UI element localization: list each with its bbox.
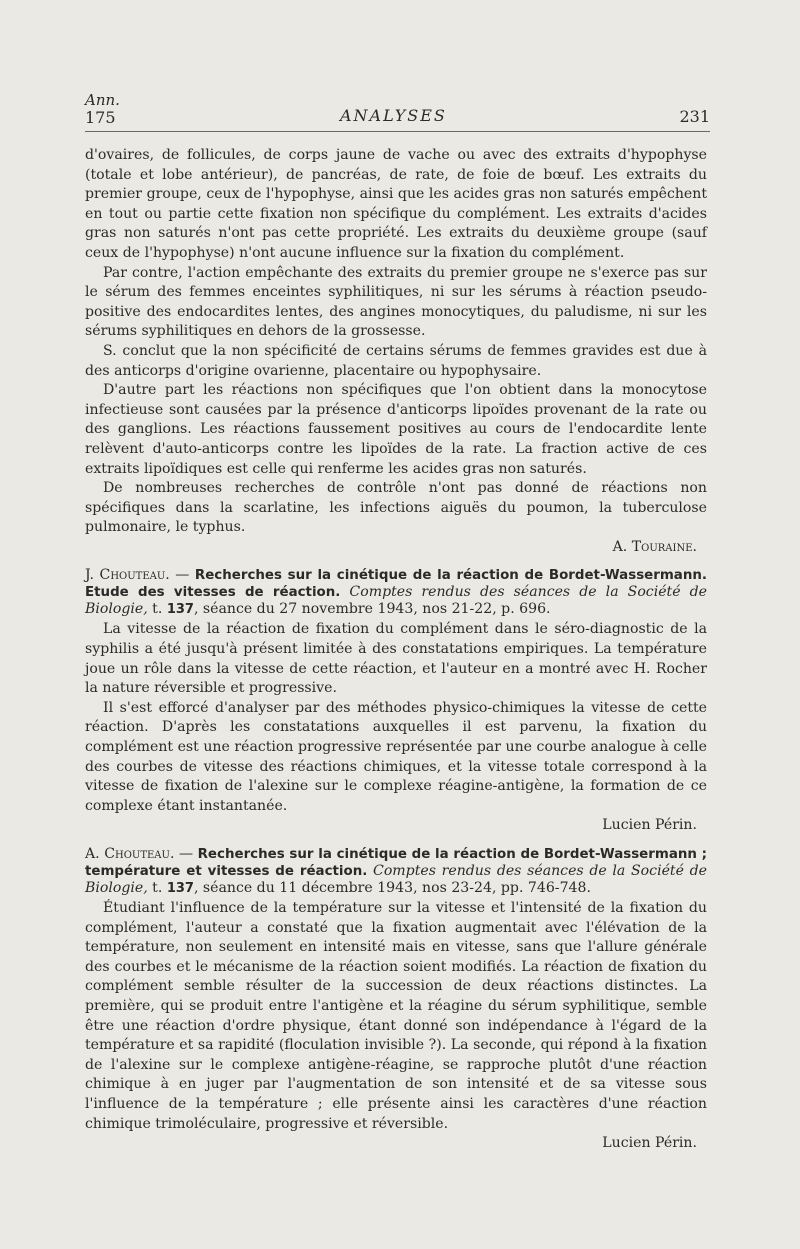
reference-details: , séance du 11 décembre 1943, nos 23-24, pp. 746-748. [193,880,591,896]
ann-number: 175 [85,108,116,127]
page-body [85,146,707,1154]
article-continued [85,146,707,557]
paragraph: Étudiant l'influence de la température sur la vitesse et l'intensité de la fixation du complément, l'auteur a constaté que la fixation augmentait avec l'élévation de la température, non seulement en intensité mais en vitesse, sans que l'allure générale des courbes et le mécanisme de la réaction soient modifiés. La réaction de fixation du complément semble résulter de la succession de deux réactions distinctes. La première, qui se produit entre l'antigène et la réagine du sérum syphilitique, semble être une réaction d'ordre physique, étant donné son indépendance à l'égard de la température et sa rapidité (floculation invisible ?). La seconde, qui répond à la fixation de l'alexine sur le complexe antigène-réagine, se rapproche plutôt d'une réaction chimique à en juger par l'augmentation de son intensité et de sa vitesse sous l'influence de la température ; elle présente ainsi les caractères d'une réaction chimique trimoléculaire, progressive et réversible. [85,900,707,1132]
page-number: 231 [679,107,710,126]
journal-name: Comptes rendus des séances de la Société de Biologie, [85,584,707,618]
article-review [85,846,707,1154]
article-title: Recherches sur la cinétique de la réaction de Bordet-Wassermann. Etude des vitesses de réaction. [85,568,707,601]
article-heading [85,567,707,618]
dash: — [169,567,195,584]
reference-prefix: t. [147,601,167,618]
reference-prefix: t. [147,880,167,896]
paragraph: Il s'est efforcé d'analyser par des méthodes physico-chimiques la vitesse de cette réaction. D'après les constatations auxquelles il est parvenu, la fixation du complément est une réaction progressive représentée par une courbe analogue à celle des courbes de vitesse des réactions chimiques, et la vitesse totale correspond à la vitesse de fixation de l'alexine sur le complexe réagine-antigène, la formation de ce complexe étant instantanée. [85,699,707,814]
header-rule [85,131,710,132]
paragraph: La vitesse de la réaction de fixation du complément dans le séro-diagnostic de la syphilis a été jusqu'à présent limitée à des constatations empiriques. La température joue un rôle dans la vitesse de cette réaction, et l'auteur en a montré avec H. Rocher la nature réversible et progressive. [85,621,707,697]
reference-details: , séance du 27 novembre 1943, nos 21-22, p. 696. [193,601,551,618]
section-title: ANALYSES [340,106,447,125]
volume-number: 137 [166,881,194,896]
article-review [85,567,707,836]
paragraph: D'autre part les réactions non spécifiques que l'on obtient dans la monocytose infectieuse sont causées par la présence d'anticorps lipoïdes provenant de la rate ou des ganglions. Les réactions faussement positives au cours de l'endocardite lente relèvent d'auto-anticorps contre les lipoïdes de la rate. La fraction active de ces extraits lipoïdiques est celle qui renferme les acides gras non saturés. [85,382,707,477]
running-head-volume [85,92,120,126]
signature: A. Touraine. [612,538,697,555]
article-title: Recherches sur la cinétique de la réaction de Bordet-Wassermann ; température et vitesses de réaction. [85,847,708,879]
paragraph: S. conclut que la non spécificité de certains sérums de femmes gravides est due à des anticorps d'origine ovarienne, placentaire ou hypophysaire. [85,342,707,379]
author: A. Chouteau. [85,846,175,862]
article-heading [85,846,707,897]
journal-name: Comptes rendus des séances de la Société de Biologie, [85,863,707,896]
paragraph: d'ovaires, de follicules, de corps jaune de vache ou avec des extraits d'hypophyse (totale et lobe antérieur), de pancréas, de rate, de foie de bœuf. Les extraits du premier groupe, ceux de l'hypophyse, ainsi que les acides gras non saturés empêchent en tout ou partie cette fixation non spécifique du complément. Les extraits d'acides gras non saturés n'ont pas cette propriété. Les extraits du deuxième groupe (sauf ceux de l'hypophyse) n'ont aucune influence sur la fixation du complément. [85,147,707,261]
dash: — [174,846,198,862]
author: J. Chouteau. [85,567,170,584]
signature: Lucien Périn. [602,1135,697,1152]
paragraph: Par contre, l'action empêchante des extraits du premier groupe ne s'exerce pas sur le sérum des femmes enceintes syphilitiques, ni sur les sérums à réaction pseudo-positive des endocardites lentes, des angines monocytiques, du paludisme, ni sur les sérums syphilitiques en dehors de la grossesse. [85,264,707,340]
volume-number: 137 [166,602,194,618]
paragraph: De nombreuses recherches de contrôle n'ont pas donné de réactions non spécifiques dans la scarlatine, les infections aiguës du poumon, la tuberculose pulmonaire, le typhus. [85,480,707,536]
ann-label: Ann. [85,91,120,109]
signature: Lucien Périn. [602,817,697,834]
